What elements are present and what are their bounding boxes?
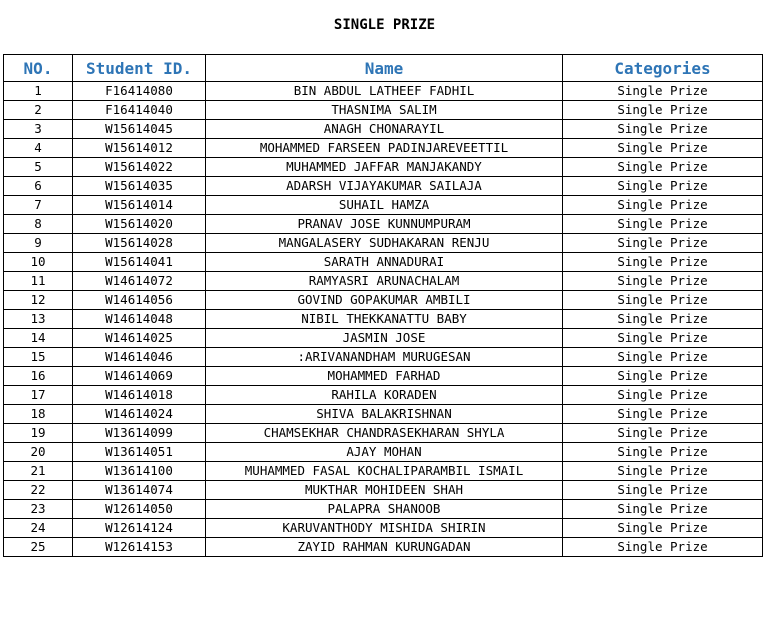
cell-category: Single Prize bbox=[563, 139, 763, 158]
cell-name: PRANAV JOSE KUNNUMPURAM bbox=[206, 215, 563, 234]
cell-category: Single Prize bbox=[563, 215, 763, 234]
cell-category: Single Prize bbox=[563, 519, 763, 538]
cell-name: JASMIN JOSE bbox=[206, 329, 563, 348]
cell-no: 16 bbox=[4, 367, 73, 386]
cell-name: GOVIND GOPAKUMAR AMBILI bbox=[206, 291, 563, 310]
cell-no: 1 bbox=[4, 82, 73, 101]
table-row bbox=[4, 291, 763, 310]
table-header-row bbox=[4, 55, 763, 82]
cell-no: 3 bbox=[4, 120, 73, 139]
cell-name: SARATH ANNADURAI bbox=[206, 253, 563, 272]
cell-name: ADARSH VIJAYAKUMAR SAILAJA bbox=[206, 177, 563, 196]
prize-table bbox=[3, 54, 763, 557]
cell-no: 7 bbox=[4, 196, 73, 215]
cell-no: 13 bbox=[4, 310, 73, 329]
cell-student-id: W13614099 bbox=[73, 424, 206, 443]
cell-student-id: W14614025 bbox=[73, 329, 206, 348]
cell-no: 4 bbox=[4, 139, 73, 158]
cell-student-id: W14614069 bbox=[73, 367, 206, 386]
cell-name: BIN ABDUL LATHEEF FADHIL bbox=[206, 82, 563, 101]
table-row bbox=[4, 158, 763, 177]
cell-no: 10 bbox=[4, 253, 73, 272]
cell-category: Single Prize bbox=[563, 386, 763, 405]
cell-name: MOHAMMED FARHAD bbox=[206, 367, 563, 386]
table-row bbox=[4, 82, 763, 101]
cell-no: 23 bbox=[4, 500, 73, 519]
cell-category: Single Prize bbox=[563, 253, 763, 272]
cell-student-id: W14614018 bbox=[73, 386, 206, 405]
table-row bbox=[4, 272, 763, 291]
cell-student-id: W14614024 bbox=[73, 405, 206, 424]
cell-student-id: W15614041 bbox=[73, 253, 206, 272]
cell-category: Single Prize bbox=[563, 196, 763, 215]
cell-student-id: W14614048 bbox=[73, 310, 206, 329]
cell-name: MANGALASERY SUDHAKARAN RENJU bbox=[206, 234, 563, 253]
cell-no: 14 bbox=[4, 329, 73, 348]
cell-no: 2 bbox=[4, 101, 73, 120]
cell-category: Single Prize bbox=[563, 310, 763, 329]
table-row bbox=[4, 139, 763, 158]
cell-no: 24 bbox=[4, 519, 73, 538]
cell-category: Single Prize bbox=[563, 538, 763, 557]
cell-student-id: F16414040 bbox=[73, 101, 206, 120]
column-header-categories: Categories bbox=[563, 55, 763, 82]
cell-category: Single Prize bbox=[563, 120, 763, 139]
cell-category: Single Prize bbox=[563, 405, 763, 424]
cell-student-id: W15614020 bbox=[73, 215, 206, 234]
cell-student-id: W15614012 bbox=[73, 139, 206, 158]
cell-no: 15 bbox=[4, 348, 73, 367]
cell-name: MUKTHAR MOHIDEEN SHAH bbox=[206, 481, 563, 500]
cell-no: 9 bbox=[4, 234, 73, 253]
cell-no: 19 bbox=[4, 424, 73, 443]
cell-category: Single Prize bbox=[563, 443, 763, 462]
cell-category: Single Prize bbox=[563, 424, 763, 443]
table-row bbox=[4, 234, 763, 253]
table-row bbox=[4, 196, 763, 215]
cell-category: Single Prize bbox=[563, 101, 763, 120]
cell-no: 11 bbox=[4, 272, 73, 291]
cell-name: SUHAIL HAMZA bbox=[206, 196, 563, 215]
column-header-student-id: Student ID. bbox=[73, 55, 206, 82]
column-header-name: Name bbox=[206, 55, 563, 82]
cell-name: NIBIL THEKKANATTU BABY bbox=[206, 310, 563, 329]
cell-no: 17 bbox=[4, 386, 73, 405]
table-row bbox=[4, 348, 763, 367]
table-row bbox=[4, 500, 763, 519]
cell-student-id: W15614035 bbox=[73, 177, 206, 196]
cell-category: Single Prize bbox=[563, 329, 763, 348]
cell-category: Single Prize bbox=[563, 481, 763, 500]
table-row bbox=[4, 386, 763, 405]
page-title: SINGLE PRIZE bbox=[333, 17, 436, 33]
cell-name: KARUVANTHODY MISHIDA SHIRIN bbox=[206, 519, 563, 538]
cell-name: CHAMSEKHAR CHANDRASEKHARAN SHYLA bbox=[206, 424, 563, 443]
cell-category: Single Prize bbox=[563, 158, 763, 177]
cell-name: AJAY MOHAN bbox=[206, 443, 563, 462]
cell-name: RAMYASRI ARUNACHALAM bbox=[206, 272, 563, 291]
table-row bbox=[4, 253, 763, 272]
cell-no: 20 bbox=[4, 443, 73, 462]
table-body bbox=[4, 82, 763, 557]
column-header-no: NO. bbox=[4, 55, 73, 82]
cell-name: ZAYID RAHMAN KURUNGADAN bbox=[206, 538, 563, 557]
cell-category: Single Prize bbox=[563, 234, 763, 253]
cell-student-id: F16414080 bbox=[73, 82, 206, 101]
table-row bbox=[4, 101, 763, 120]
cell-no: 18 bbox=[4, 405, 73, 424]
cell-no: 22 bbox=[4, 481, 73, 500]
cell-student-id: W12614124 bbox=[73, 519, 206, 538]
cell-category: Single Prize bbox=[563, 462, 763, 481]
cell-name: PALAPRA SHANOOB bbox=[206, 500, 563, 519]
table-row bbox=[4, 424, 763, 443]
cell-category: Single Prize bbox=[563, 500, 763, 519]
cell-name: MOHAMMED FARSEEN PADINJAREVEETTIL bbox=[206, 139, 563, 158]
cell-student-id: W12614153 bbox=[73, 538, 206, 557]
table-row bbox=[4, 481, 763, 500]
cell-no: 12 bbox=[4, 291, 73, 310]
cell-no: 6 bbox=[4, 177, 73, 196]
cell-category: Single Prize bbox=[563, 82, 763, 101]
table-row bbox=[4, 538, 763, 557]
cell-category: Single Prize bbox=[563, 348, 763, 367]
cell-name: MUHAMMED FASAL KOCHALIPARAMBIL ISMAIL bbox=[206, 462, 563, 481]
table-row bbox=[4, 367, 763, 386]
cell-category: Single Prize bbox=[563, 367, 763, 386]
table-row bbox=[4, 215, 763, 234]
cell-no: 25 bbox=[4, 538, 73, 557]
table-row bbox=[4, 443, 763, 462]
table-row bbox=[4, 177, 763, 196]
cell-name: :ARIVANANDHAM MURUGESAN bbox=[206, 348, 563, 367]
cell-name: RAHILA KORADEN bbox=[206, 386, 563, 405]
cell-name: MUHAMMED JAFFAR MANJAKANDY bbox=[206, 158, 563, 177]
cell-student-id: W15614014 bbox=[73, 196, 206, 215]
cell-student-id: W12614050 bbox=[73, 500, 206, 519]
cell-category: Single Prize bbox=[563, 177, 763, 196]
table-row bbox=[4, 462, 763, 481]
cell-name: ANAGH CHONARAYIL bbox=[206, 120, 563, 139]
table-row bbox=[4, 310, 763, 329]
table-row bbox=[4, 120, 763, 139]
cell-no: 21 bbox=[4, 462, 73, 481]
cell-student-id: W15614028 bbox=[73, 234, 206, 253]
cell-name: THASNIMA SALIM bbox=[206, 101, 563, 120]
cell-student-id: W14614072 bbox=[73, 272, 206, 291]
cell-student-id: W14614056 bbox=[73, 291, 206, 310]
cell-student-id: W13614051 bbox=[73, 443, 206, 462]
cell-student-id: W15614045 bbox=[73, 120, 206, 139]
cell-no: 8 bbox=[4, 215, 73, 234]
table-row bbox=[4, 405, 763, 424]
table-row bbox=[4, 519, 763, 538]
cell-student-id: W13614100 bbox=[73, 462, 206, 481]
cell-no: 5 bbox=[4, 158, 73, 177]
cell-student-id: W14614046 bbox=[73, 348, 206, 367]
table-row bbox=[4, 329, 763, 348]
cell-category: Single Prize bbox=[563, 291, 763, 310]
cell-name: SHIVA BALAKRISHNAN bbox=[206, 405, 563, 424]
cell-student-id: W13614074 bbox=[73, 481, 206, 500]
cell-category: Single Prize bbox=[563, 272, 763, 291]
cell-student-id: W15614022 bbox=[73, 158, 206, 177]
